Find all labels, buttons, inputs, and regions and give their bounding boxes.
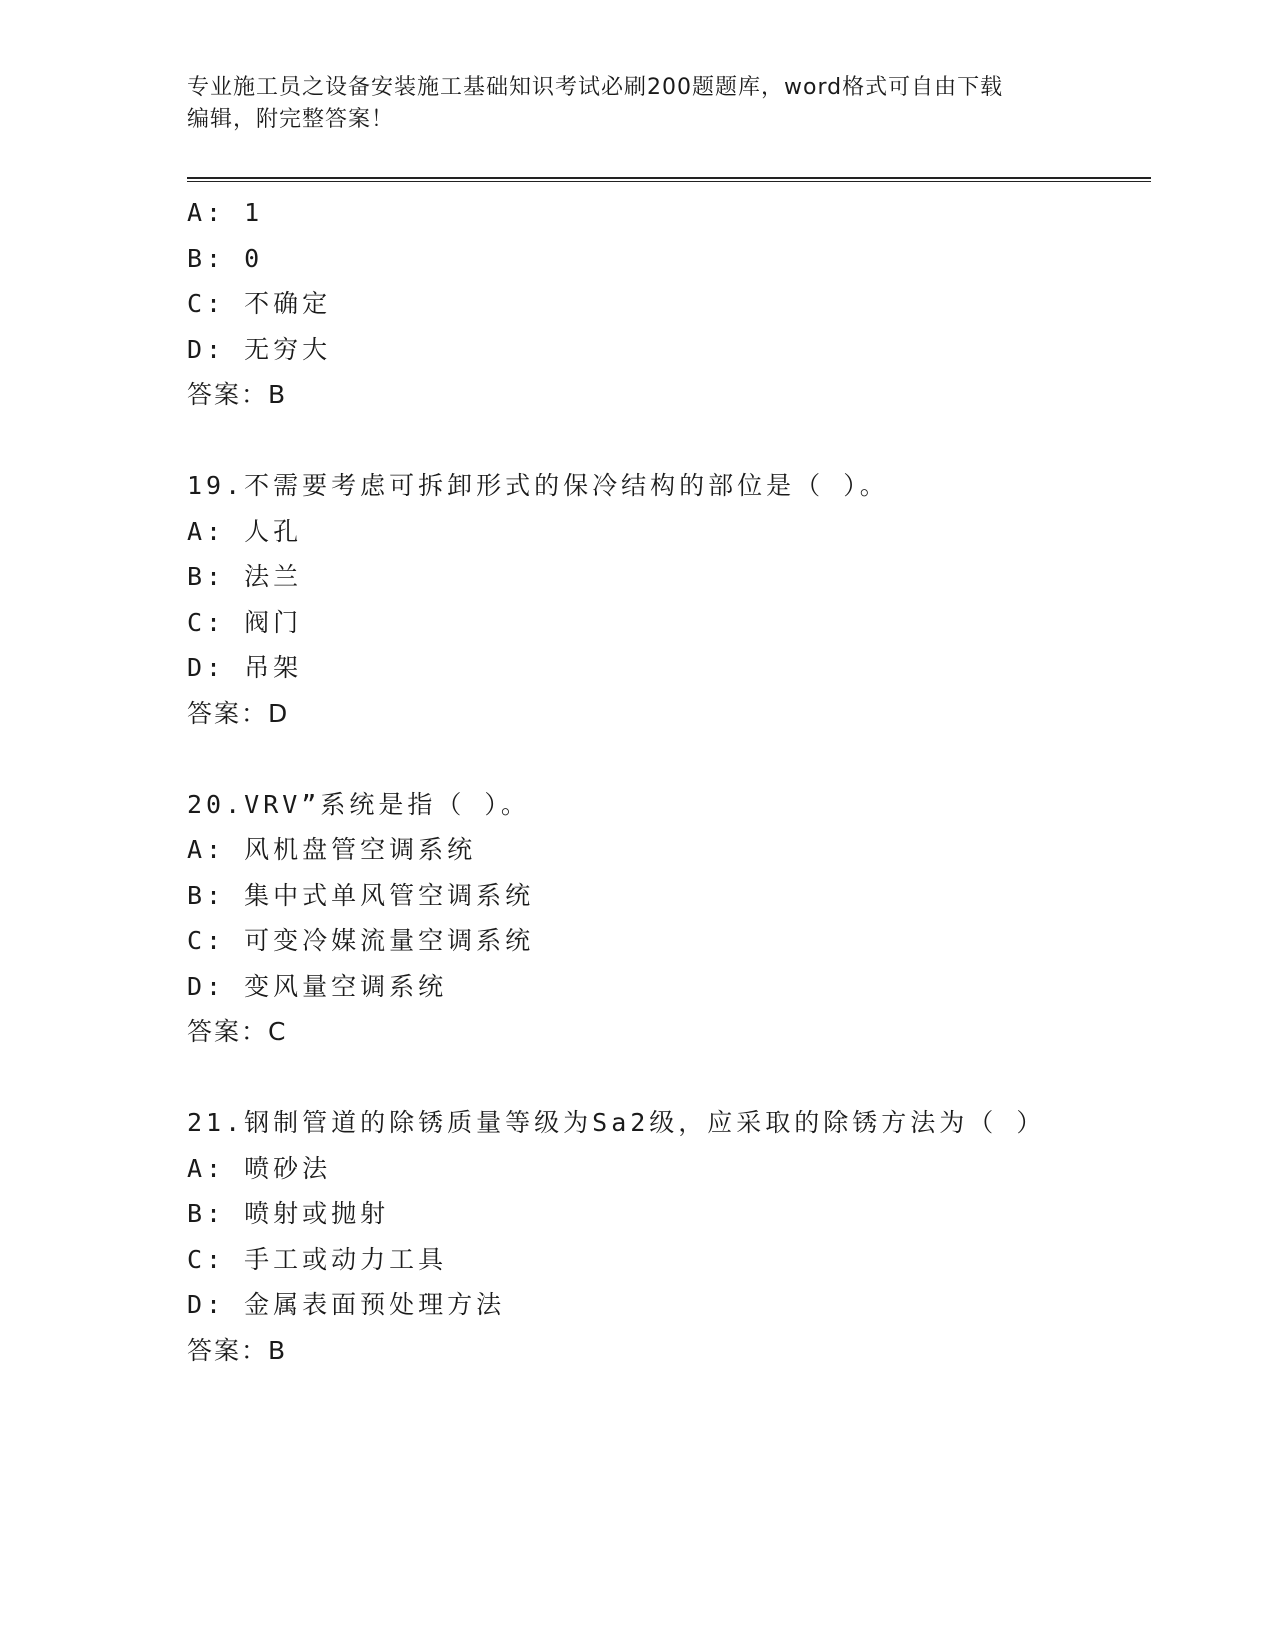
- option-a: A: 人孔: [187, 516, 303, 546]
- option-b: B: 法兰: [187, 562, 303, 591]
- question-stem: 19.不需要考虑可拆卸形式的保冷结构的部位是（ ）。: [187, 471, 889, 500]
- option-a: A: 风机盘管空调系统: [187, 835, 477, 864]
- spacer: [187, 418, 1151, 464]
- header-title-line-2: 编辑，附完整答案！: [187, 107, 395, 132]
- option-c: C: 阀门: [187, 607, 303, 637]
- header-divider-thin: [187, 181, 1151, 182]
- option-b: B: 0: [187, 243, 264, 273]
- question-19: [187, 463, 1151, 736]
- option-c: C: 手工或动力工具: [187, 1244, 448, 1274]
- option-d: D: 变风量空调系统: [187, 971, 448, 1001]
- spacer: [187, 1055, 1151, 1101]
- option-d: D: 无穷大: [187, 334, 332, 364]
- answer-line: 答案：D: [187, 698, 290, 728]
- question-stem: 20.VRV”系统是指（ ）。: [187, 789, 530, 819]
- question-list: [187, 190, 1151, 1373]
- answer-line: 答案：B: [187, 1335, 288, 1365]
- option-b: B: 集中式单风管空调系统: [187, 880, 535, 910]
- answer-line: 答案：C: [187, 1017, 288, 1046]
- question-20: [187, 782, 1151, 1055]
- option-c: C: 可变冷媒流量空调系统: [187, 926, 535, 955]
- option-a: A: 喷砂法: [187, 1153, 332, 1183]
- question-stem: 21.钢制管道的除锈质量等级为Sa2级，应采取的除锈方法为（ ）: [187, 1108, 1046, 1137]
- question-21: [187, 1100, 1151, 1373]
- option-c: C: 不确定: [187, 289, 332, 318]
- option-a: A: 1: [187, 198, 264, 227]
- option-d: D: 吊架: [187, 653, 303, 682]
- header-title-line-1: 专业施工员之设备安装施工基础知识考试必刷200题题库，word格式可自由下载: [187, 75, 1004, 100]
- option-b: B: 喷射或抛射: [187, 1199, 390, 1228]
- option-d: D: 金属表面预处理方法: [187, 1290, 506, 1319]
- header-divider: [187, 177, 1151, 179]
- question-18: [187, 190, 1151, 418]
- spacer: [187, 736, 1151, 782]
- answer-line: 答案：B: [187, 380, 288, 409]
- document-header: [187, 72, 1087, 136]
